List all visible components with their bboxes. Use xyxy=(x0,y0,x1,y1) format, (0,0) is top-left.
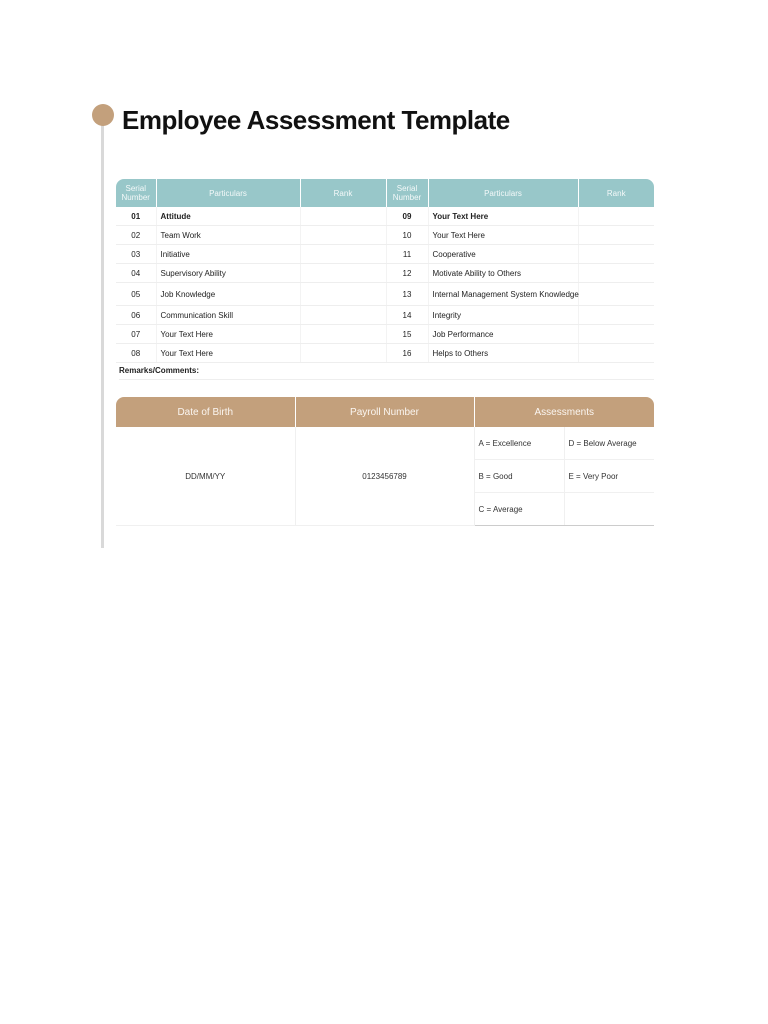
serial-number: 13 xyxy=(386,283,428,306)
rank-cell[interactable] xyxy=(578,325,654,344)
serial-number: 09 xyxy=(386,207,428,226)
rank-cell[interactable] xyxy=(578,283,654,306)
particular: Attitude xyxy=(156,207,300,226)
particular: Job Knowledge xyxy=(156,283,300,306)
rank-cell[interactable] xyxy=(300,306,386,325)
serial-number: 15 xyxy=(386,325,428,344)
header-particulars-1: Particulars xyxy=(156,179,300,207)
assessment-legend: D = Below Average xyxy=(564,427,654,460)
table-row xyxy=(116,264,654,283)
serial-number: 02 xyxy=(116,226,156,245)
particular: Job Performance xyxy=(428,325,578,344)
particular: Helps to Others xyxy=(428,344,578,363)
particular: Supervisory Ability xyxy=(156,264,300,283)
rank-cell[interactable] xyxy=(300,207,386,226)
serial-number: 10 xyxy=(386,226,428,245)
assessment-legend xyxy=(564,493,654,526)
serial-number: 14 xyxy=(386,306,428,325)
particular: Integrity xyxy=(428,306,578,325)
particular: Internal Management System Knowledge xyxy=(428,283,578,306)
serial-number: 12 xyxy=(386,264,428,283)
rank-cell[interactable] xyxy=(578,264,654,283)
header-particulars-2: Particulars xyxy=(428,179,578,207)
particular: Communication Skill xyxy=(156,306,300,325)
title-accent-line xyxy=(101,118,104,548)
particular: Initiative xyxy=(156,245,300,264)
serial-number: 16 xyxy=(386,344,428,363)
table-row xyxy=(116,344,654,363)
particular: Your Text Here xyxy=(428,207,578,226)
particular: Motivate Ability to Others xyxy=(428,264,578,283)
serial-number: 07 xyxy=(116,325,156,344)
assessment-legend: E = Very Poor xyxy=(564,460,654,493)
serial-number: 04 xyxy=(116,264,156,283)
assessment-legend: C = Average xyxy=(474,493,564,526)
rank-cell[interactable] xyxy=(300,226,386,245)
rank-cell[interactable] xyxy=(300,264,386,283)
table-row xyxy=(116,226,654,245)
rank-cell[interactable] xyxy=(300,245,386,264)
rank-cell[interactable] xyxy=(300,325,386,344)
serial-number: 03 xyxy=(116,245,156,264)
assessment-legend: A = Excellence xyxy=(474,427,564,460)
assessment-table-header xyxy=(116,179,654,207)
page-title: Employee Assessment Template xyxy=(122,105,510,135)
date-of-birth-value[interactable]: DD/MM/YY xyxy=(116,427,295,526)
particular: Team Work xyxy=(156,226,300,245)
rank-cell[interactable] xyxy=(578,344,654,363)
table-row xyxy=(116,306,654,325)
header-serial-number-1: Serial Number xyxy=(116,179,156,207)
rank-cell[interactable] xyxy=(578,207,654,226)
rank-cell[interactable] xyxy=(578,226,654,245)
assessment-legend: B = Good xyxy=(474,460,564,493)
serial-number: 01 xyxy=(116,207,156,226)
header-rank-1: Rank xyxy=(300,179,386,207)
header-payroll-number: Payroll Number xyxy=(295,397,474,427)
table-row xyxy=(116,245,654,264)
serial-number: 06 xyxy=(116,306,156,325)
employee-info-table xyxy=(116,397,654,526)
serial-number: 11 xyxy=(386,245,428,264)
rank-cell[interactable] xyxy=(578,306,654,325)
particular: Your Text Here xyxy=(156,325,300,344)
remarks-label: Remarks/Comments: xyxy=(119,366,654,380)
table-row xyxy=(116,325,654,344)
particular: Your Text Here xyxy=(428,226,578,245)
header-assessments: Assessments xyxy=(474,397,654,427)
rank-cell[interactable] xyxy=(300,283,386,306)
table-row xyxy=(116,427,654,460)
header-serial-number-2: Serial Number xyxy=(386,179,428,207)
header-date-of-birth: Date of Birth xyxy=(116,397,295,427)
table-row xyxy=(116,207,654,226)
particular: Your Text Here xyxy=(156,344,300,363)
title-accent-dot xyxy=(92,104,114,126)
rank-cell[interactable] xyxy=(300,344,386,363)
info-table-header xyxy=(116,397,654,427)
payroll-number-value[interactable]: 0123456789 xyxy=(295,427,474,526)
serial-number: 05 xyxy=(116,283,156,306)
assessment-table xyxy=(116,179,654,363)
serial-number: 08 xyxy=(116,344,156,363)
rank-cell[interactable] xyxy=(578,245,654,264)
particular: Cooperative xyxy=(428,245,578,264)
table-row xyxy=(116,283,654,306)
header-rank-2: Rank xyxy=(578,179,654,207)
